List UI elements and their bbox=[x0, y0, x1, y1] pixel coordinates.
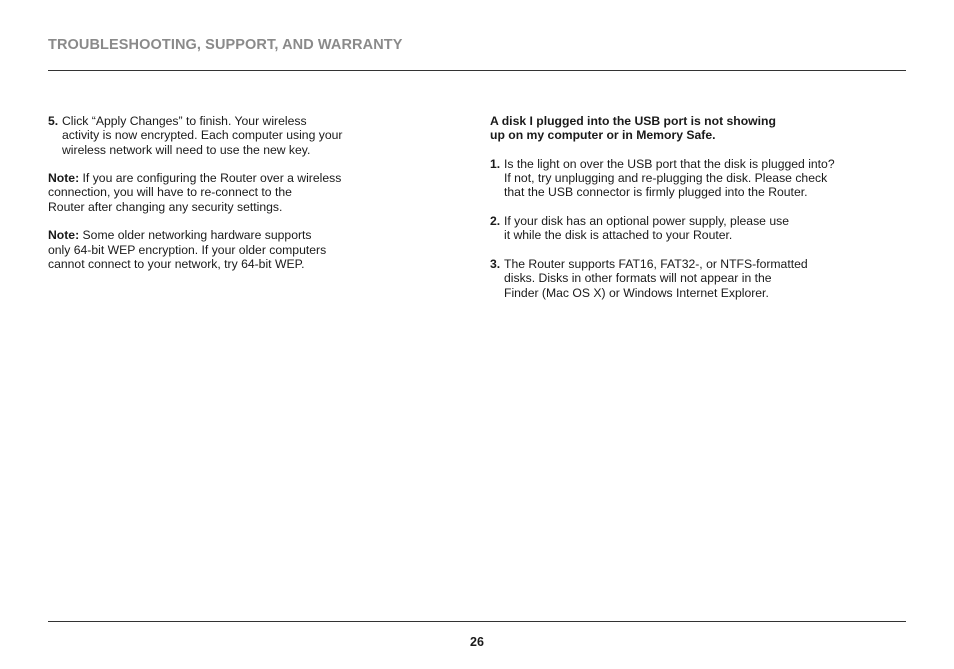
usb-disk-heading bbox=[490, 114, 880, 143]
note-line: only 64-bit WEP encryption. If your older computers bbox=[48, 242, 327, 257]
heading-line: up on my computer or in Memory Safe. bbox=[490, 128, 716, 143]
item-number: 3. bbox=[490, 256, 501, 271]
note-line: Router after changing any security settings. bbox=[48, 199, 283, 214]
footer-divider bbox=[48, 621, 906, 622]
note-text: If you are configuring the Router over a wireless bbox=[79, 171, 342, 186]
item-line: If your disk has an optional power supply, please use bbox=[504, 214, 789, 229]
item-line: Is the light on over the USB port that the disk is plugged into? bbox=[504, 156, 835, 171]
item-line: disks. Disks in other formats will not appear in the bbox=[504, 271, 772, 286]
right-column bbox=[490, 114, 880, 314]
step-5 bbox=[48, 114, 388, 157]
item-line: Finder (Mac OS X) or Windows Internet Explorer. bbox=[504, 285, 769, 300]
note-64bit-wep bbox=[48, 228, 388, 271]
step-5-line: activity is now encrypted. Each computer using your bbox=[62, 128, 343, 143]
page-number: 26 bbox=[470, 635, 484, 649]
note-label: Note: bbox=[48, 171, 80, 186]
item-line: it while the disk is attached to your Router. bbox=[504, 228, 733, 243]
item-line: that the USB connector is firmly plugged into the Router. bbox=[504, 185, 808, 200]
list-item bbox=[490, 157, 880, 200]
item-number: 1. bbox=[490, 156, 501, 171]
list-item bbox=[490, 257, 880, 300]
left-column bbox=[48, 114, 388, 286]
item-line: The Router supports FAT16, FAT32-, or NTFS-formatted bbox=[504, 256, 808, 271]
page-header-title: TROUBLESHOOTING, SUPPORT, AND WARRANTY bbox=[48, 37, 403, 53]
note-2-first-line bbox=[48, 228, 388, 242]
heading-line: A disk I plugged into the USB port is not showing bbox=[490, 114, 776, 128]
step-5-line: Click “Apply Changes” to finish. Your wireless bbox=[62, 114, 307, 128]
item-number: 2. bbox=[490, 214, 501, 229]
note-line: connection, you will have to re-connect to the bbox=[48, 185, 292, 200]
note-label: Note: bbox=[48, 228, 80, 243]
note-wireless-reconnect bbox=[48, 171, 388, 214]
note-1-first-line bbox=[48, 171, 388, 185]
step-5-number: 5. bbox=[48, 114, 59, 128]
header-divider bbox=[48, 70, 906, 71]
note-text: Some older networking hardware supports bbox=[79, 228, 312, 243]
item-line: If not, try unplugging and re-plugging the disk. Please check bbox=[504, 171, 828, 186]
list-item bbox=[490, 214, 880, 243]
note-line: cannot connect to your network, try 64-bit WEP. bbox=[48, 256, 305, 271]
step-5-line: wireless network will need to use the new key. bbox=[62, 142, 311, 157]
